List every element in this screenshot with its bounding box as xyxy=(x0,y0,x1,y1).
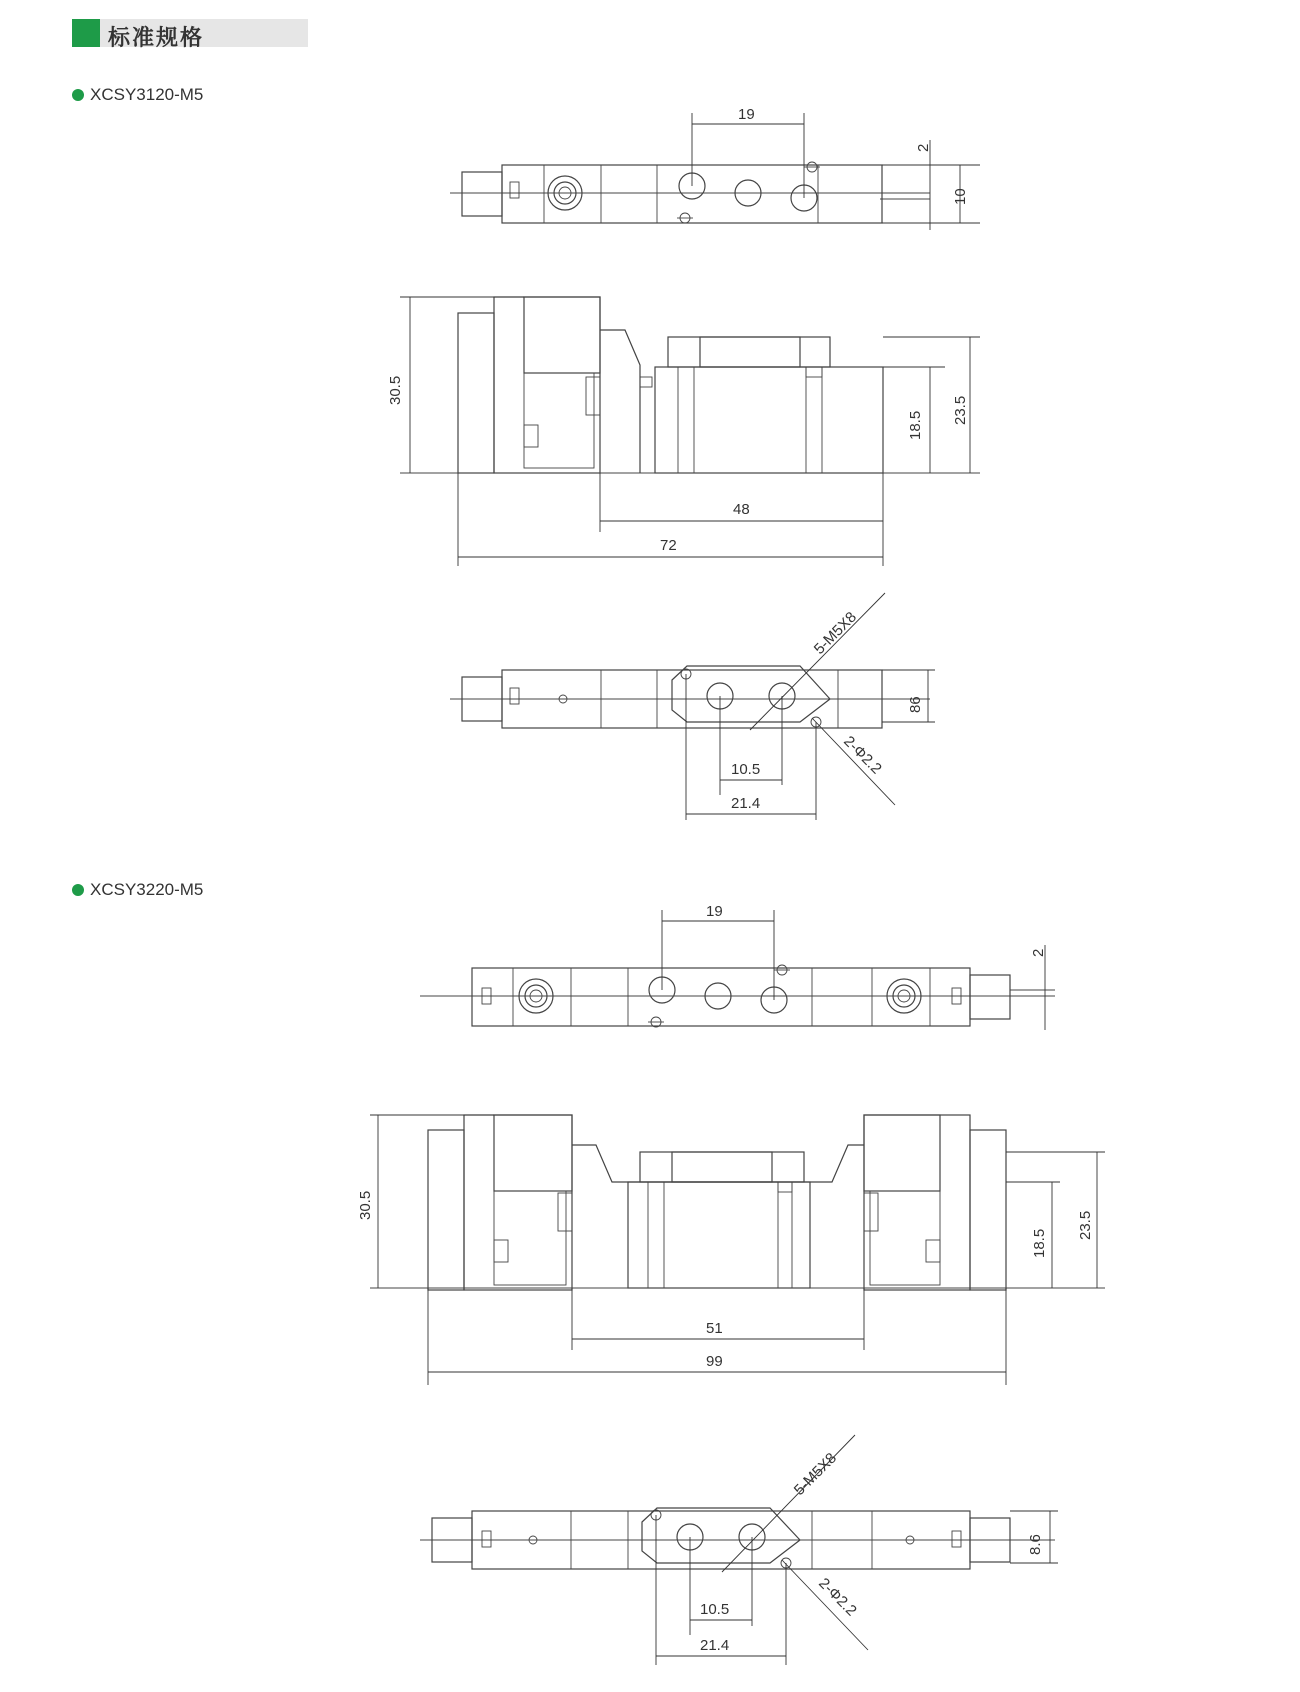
m1-side-view xyxy=(387,297,980,566)
dim-label: 2 xyxy=(915,143,932,152)
dim-label: 19 xyxy=(738,106,755,123)
section-title: 标准规格 xyxy=(108,26,205,51)
m2-bottom-view xyxy=(420,1435,1058,1665)
dim-label: 18.5 xyxy=(1031,1228,1048,1258)
m1-top-view xyxy=(450,106,980,230)
dim-label: 99 xyxy=(706,1353,723,1370)
hole-label: 2-Φ2.2 xyxy=(815,1574,860,1620)
dim-label: 72 xyxy=(660,537,677,554)
dim-label: 30.5 xyxy=(387,375,404,405)
dim-label: 23.5 xyxy=(1077,1210,1094,1240)
thread-label: 5-M5X8 xyxy=(790,1449,840,1499)
dim-label: 10.5 xyxy=(731,761,761,778)
dim-label: 48 xyxy=(733,501,750,518)
m2-top-view xyxy=(420,903,1055,1030)
thread-label: 5-M5X8 xyxy=(810,608,860,658)
hole-label: 2-Φ2.2 xyxy=(840,732,885,778)
m2-side-view xyxy=(357,1115,1105,1385)
dim-label: 21.4 xyxy=(731,795,761,812)
dim-label: 30.5 xyxy=(357,1190,374,1220)
model-name: XCSY3220-M5 xyxy=(90,880,204,899)
dim-label: 21.4 xyxy=(700,1637,730,1654)
dim-label: 86 xyxy=(907,696,924,713)
dim-label: 10 xyxy=(952,188,969,205)
dim-label: 10.5 xyxy=(700,1601,730,1618)
dim-label: 51 xyxy=(706,1320,723,1337)
dim-label: 23.5 xyxy=(952,395,969,425)
dim-label: 18.5 xyxy=(907,410,924,440)
dim-label: 2 xyxy=(1030,948,1047,957)
dim-label: 19 xyxy=(706,903,723,920)
model-name: XCSY3120-M5 xyxy=(90,85,204,104)
dim-label: 8.6 xyxy=(1027,1534,1044,1555)
m1-bottom-view xyxy=(450,593,935,820)
